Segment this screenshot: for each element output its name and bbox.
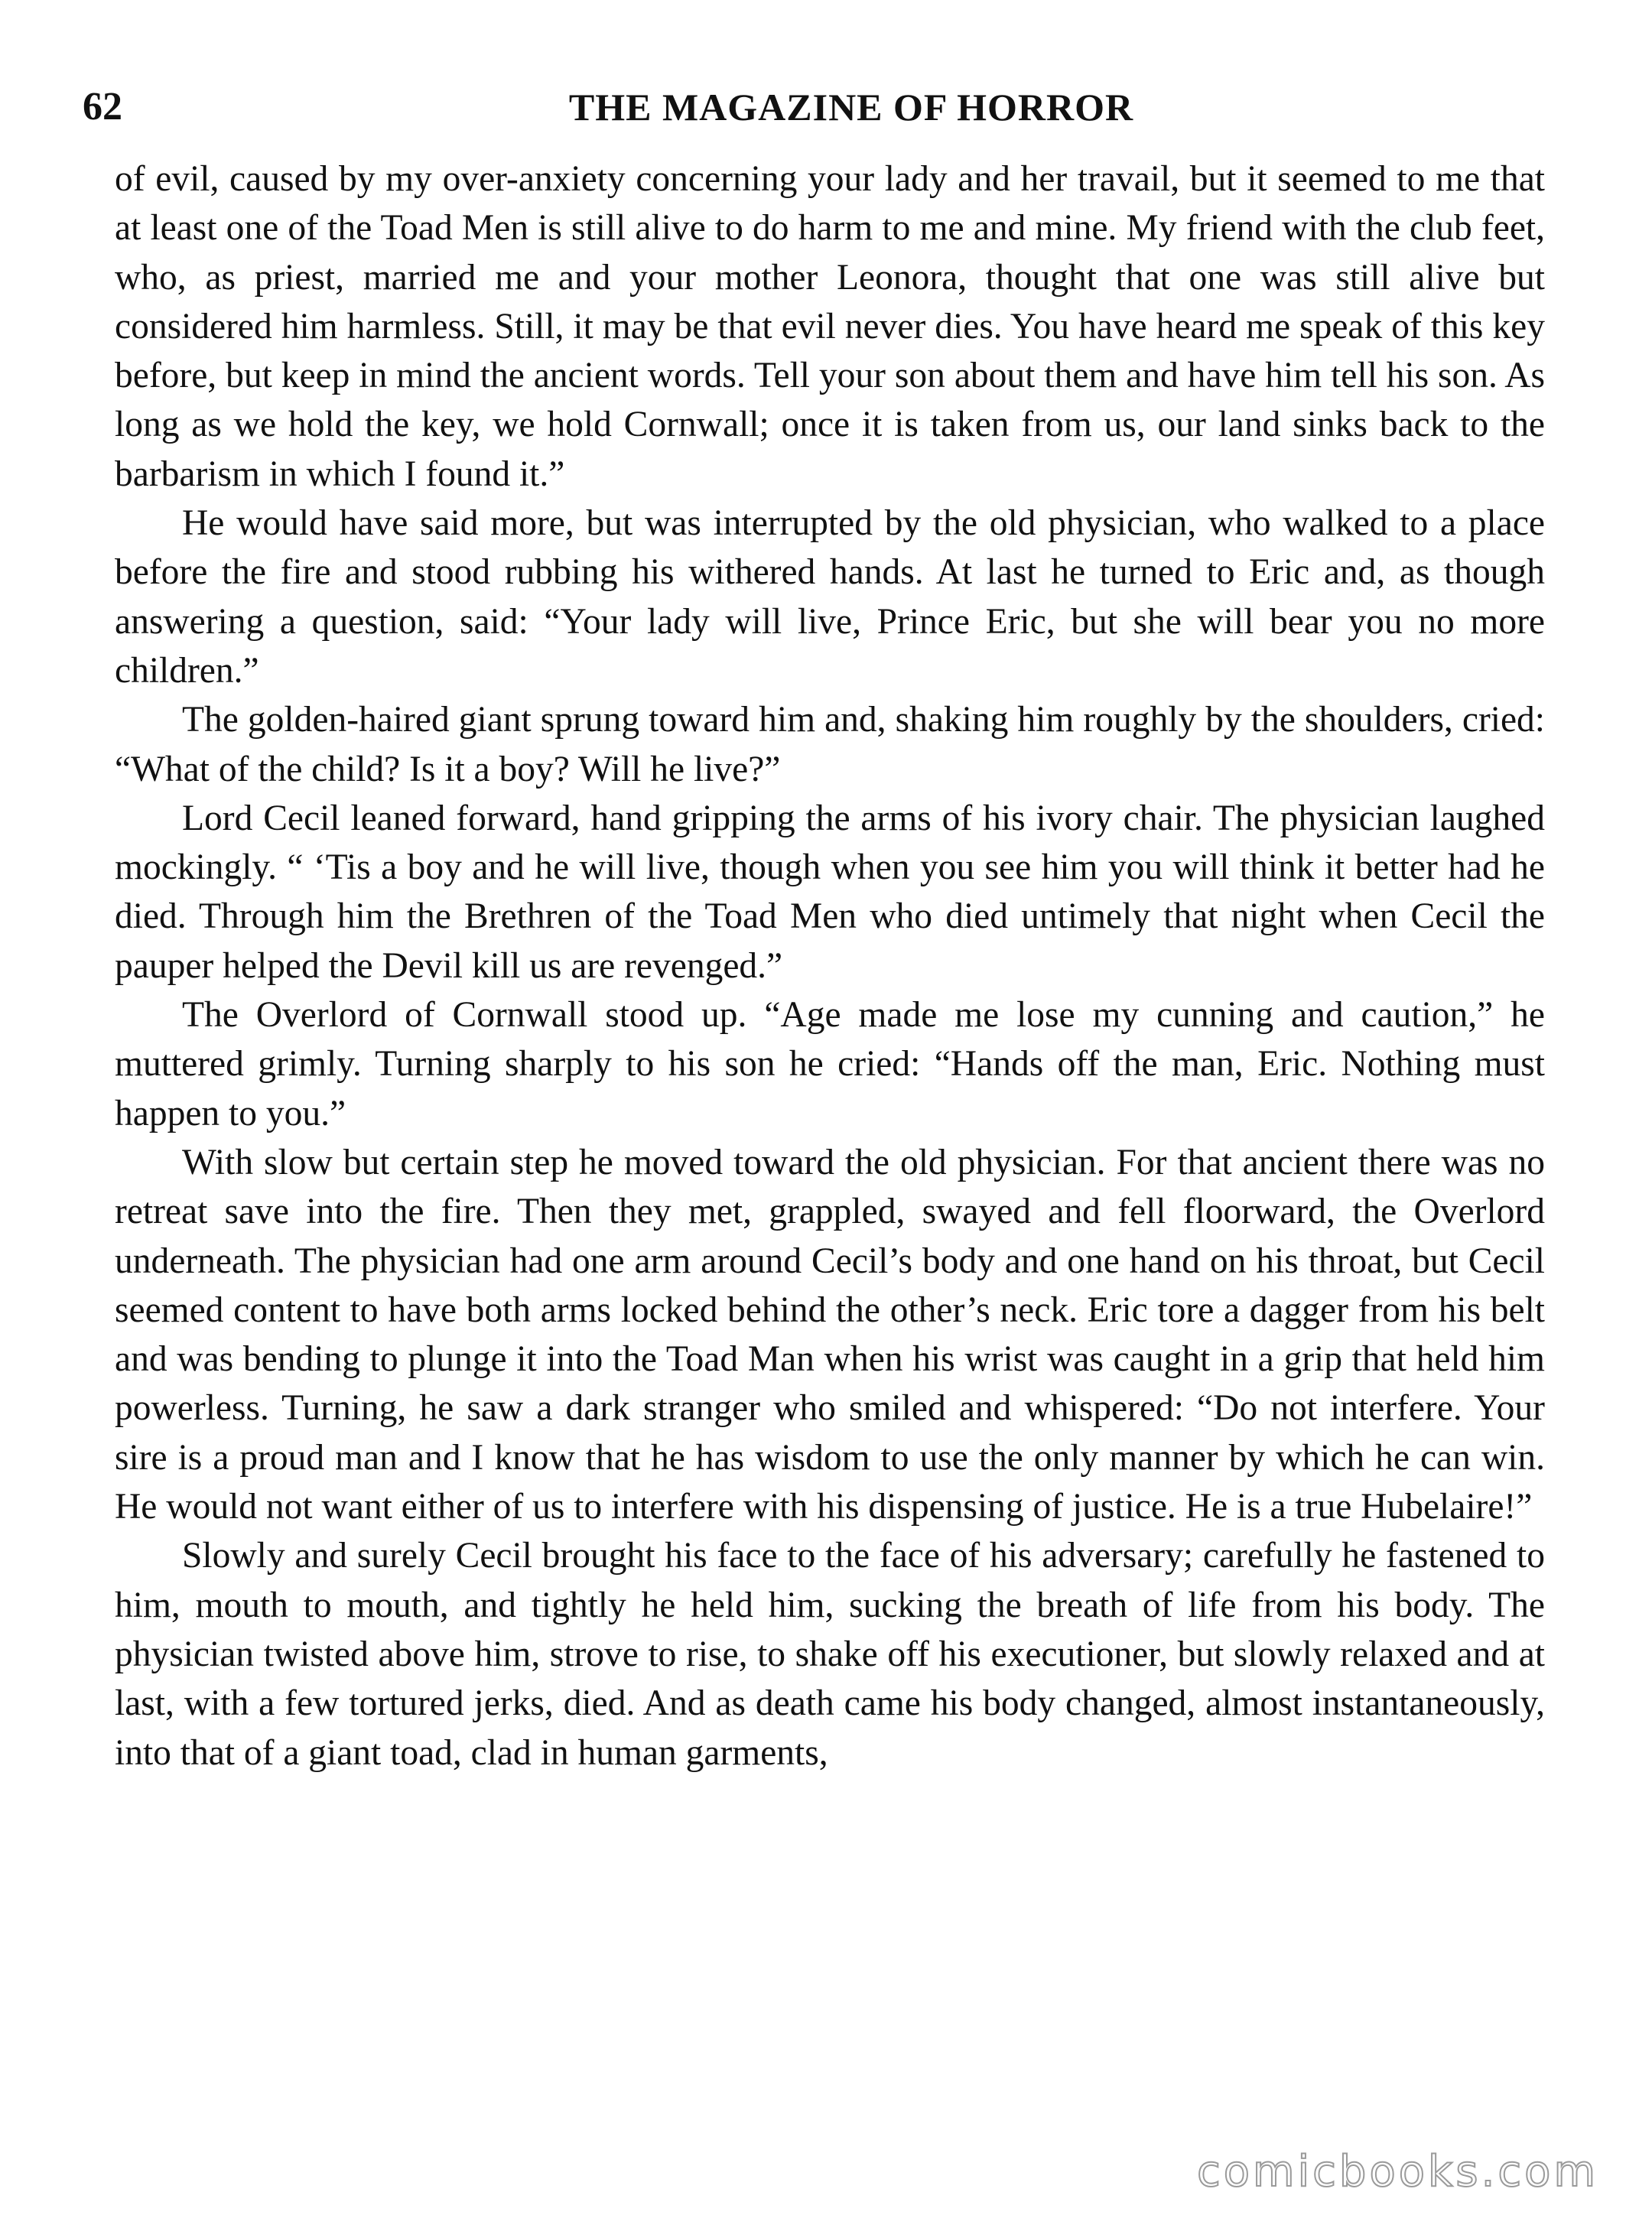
paragraph-4: Lord Cecil leaned forward, hand gripping the arms of his ivory chair. The physician laughed mockingly. “ ‘Tis a boy and he will live, though when you see him you will think it better had he died. Through him the Brethren of the Toad Men who died untimely that night when Cecil the pauper helped the Devil kill us are revenged.” — [115, 798, 1545, 986]
watermark: comicbooks.com — [1196, 2147, 1598, 2197]
story-text — [115, 154, 1545, 1777]
paragraph-5: The Overlord of Cornwall stood up. “Age made me lose my cunning and caution,” he muttered grimly. Turning sharply to his son he cried: “Hands off the man, Eric. Nothing must happen to you.” — [115, 995, 1545, 1133]
paragraph-2: He would have said more, but was interrupted by the old physician, who walked to a place before the fire and stood rubbing his withered hands. At last he turned to Eric and, as though answering a question, said: “Your lady will live, Prince Eric, but she will bear you no more children.” — [115, 503, 1545, 691]
page-header — [83, 76, 1559, 138]
paragraph-6: With slow but certain step he moved toward the old physician. For that ancient there was no retreat save into the fire. Then they met, grappled, swayed and fell floorward, the Overlord underneath. The physician had one arm around Cecil’s body and one hand on his throat, but Cecil seemed content to have both arms locked behind the other’s neck. Eric tore a dagger from his belt and was bending to plunge it into the Toad Man when his wrist was caught in a grip that held him powerless. Turning, he saw a dark stranger who smiled and whispered: “Do not interfere. Your sire is a proud man and I know that he has wisdom to use the only manner by which he can win. He would not want either of us to interfere with his dispensing of justice. He is a true Hubelaire!” — [115, 1142, 1545, 1527]
paragraph-3: The golden-haired giant sprung toward him and, shaking him roughly by the shoulders, cried: “What of the child? Is it a boy? Will he live?” — [115, 700, 1545, 789]
paragraph-1: of evil, caused by my over-anxiety concerning your lady and her travail, but it seemed to me that at least one of the Toad Men is still alive to do harm to me and mine. My friend with the club feet, who, as priest, married me and your mother Leonora, thought that one was still alive but considered him harmless. Still, it may be that evil never dies. You have heard me speak of this key before, but keep in mind the ancient words. Tell your son about them and have him tell his son. As long as we hold the key, we hold Cornwall; once it is taken from us, our land sinks back to the barbarism in which I found it.” — [115, 159, 1545, 494]
paragraph-7: Slowly and surely Cecil brought his face to the face of his adversary; carefully he fastened to him, mouth to mouth, and tightly he held him, sucking the breath of life from his body. The physician twisted above him, strove to rise, to shake off his executioner, but slowly relaxed and at last, with a few tortured jerks, died. And as death came his body changed, almost instantaneously, into that of a giant toad, clad in human garments, — [115, 1536, 1545, 1773]
page-number: 62 — [83, 85, 122, 128]
running-title: THE MAGAZINE OF HORROR — [568, 86, 1134, 128]
